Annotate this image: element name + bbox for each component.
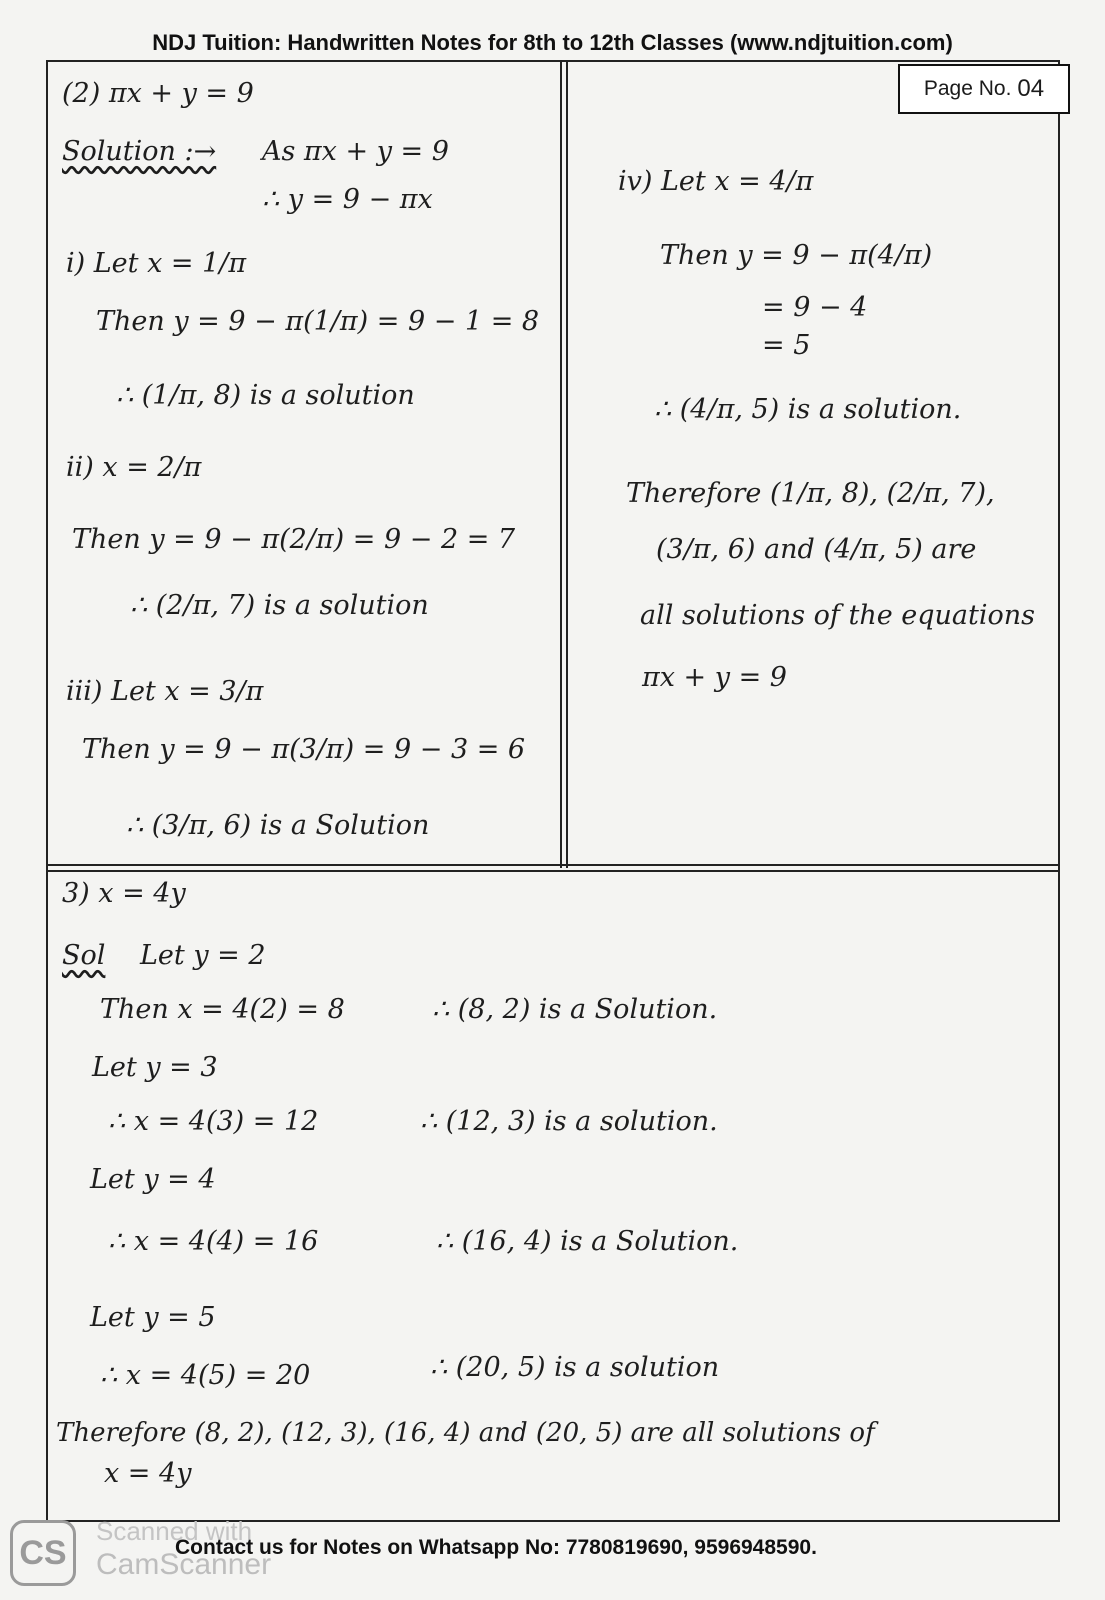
q3-sol-label: Sol <box>62 940 106 971</box>
q2-i-then: Then y = 9 − π(1/π) = 9 − 1 = 8 <box>96 306 540 337</box>
q3-conclusion-2: ∴ (12, 3) is a solution. <box>420 1106 718 1137</box>
q2-therefore-line2: (3/π, 6) and (4/π, 5) are <box>656 534 977 565</box>
q3-heading: 3) x = 4y <box>62 878 186 909</box>
page-number-label: Page No. <box>923 77 1012 100</box>
q2-iv-conclusion: ∴ (4/π, 5) is a solution. <box>654 394 962 425</box>
q3-then-1: Then x = 4(2) = 8 <box>100 994 345 1025</box>
watermark-line2: CamScanner <box>96 1548 272 1581</box>
q2-iii-then: Then y = 9 − π(3/π) = 9 − 3 = 6 <box>82 734 526 765</box>
watermark-line1: Scanned with <box>96 1516 253 1546</box>
q3-conclusion-3: ∴ (16, 4) is a Solution. <box>436 1226 739 1257</box>
q3-let-4: Let y = 5 <box>90 1302 216 1333</box>
q2-ii-then: Then y = 9 − π(2/π) = 9 − 2 = 7 <box>72 524 516 555</box>
q2-iv-step1: = 9 − 4 <box>762 292 868 323</box>
q3-conclusion-1: ∴ (8, 2) is a Solution. <box>432 994 718 1025</box>
section-divider-top <box>46 864 1060 866</box>
q2-ii-let: ii) x = 2/π <box>66 452 202 483</box>
q2-iii-let: iii) Let x = 3/π <box>66 676 264 707</box>
q3-then-2: ∴ x = 4(3) = 12 <box>108 1106 319 1137</box>
q2-iv-step2: = 5 <box>762 330 811 361</box>
q2-given: As πx + y = 9 <box>262 136 449 167</box>
q3-conclusion-4: ∴ (20, 5) is a solution <box>430 1352 720 1383</box>
q2-iv-let: iv) Let x = 4/π <box>618 166 814 197</box>
q2-therefore-line4: πx + y = 9 <box>642 662 787 693</box>
q3-then-3: ∴ x = 4(4) = 16 <box>108 1226 319 1257</box>
page-number-value: 04 <box>1017 75 1045 102</box>
column-divider-right <box>566 60 568 868</box>
column-divider-left <box>560 60 562 868</box>
section-divider-bottom <box>46 870 1060 872</box>
q2-i-let: i) Let x = 1/π <box>66 248 247 279</box>
q3-let-2: Let y = 3 <box>92 1052 218 1083</box>
page-header-title: NDJ Tuition: Handwritten Notes for 8th to 12th Classes (www.ndjtuition.com) <box>152 30 953 55</box>
q3-therefore-line2: x = 4y <box>104 1458 192 1489</box>
q2-heading: (2) πx + y = 9 <box>62 78 254 109</box>
q2-ii-conclusion: ∴ (2/π, 7) is a solution <box>130 590 429 621</box>
camscanner-logo: CS <box>10 1520 76 1586</box>
q2-iii-conclusion: ∴ (3/π, 6) is a Solution <box>126 810 430 841</box>
q2-therefore-line1: Therefore (1/π, 8), (2/π, 7), <box>626 478 995 509</box>
q3-then-4: ∴ x = 4(5) = 20 <box>100 1360 311 1391</box>
q3-let-3: Let y = 4 <box>90 1164 216 1195</box>
page-number-box <box>898 64 1070 114</box>
q2-therefore-line3: all solutions of the equations <box>640 600 1036 631</box>
footer-contact: Contact us for Notes on Whatsapp No: 7780819690, 9596948590. <box>175 1536 817 1559</box>
q2-i-conclusion: ∴ (1/π, 8) is a solution <box>116 380 415 411</box>
q3-let-1: Let y = 2 <box>140 940 266 971</box>
q2-rearranged: ∴ y = 9 − πx <box>262 184 433 215</box>
q3-therefore-line1: Therefore (8, 2), (12, 3), (16, 4) and (20, 5) are all solutions of <box>56 1418 875 1448</box>
q2-iv-then: Then y = 9 − π(4/π) <box>660 240 933 271</box>
q2-solution-label: Solution :→ <box>62 136 217 167</box>
